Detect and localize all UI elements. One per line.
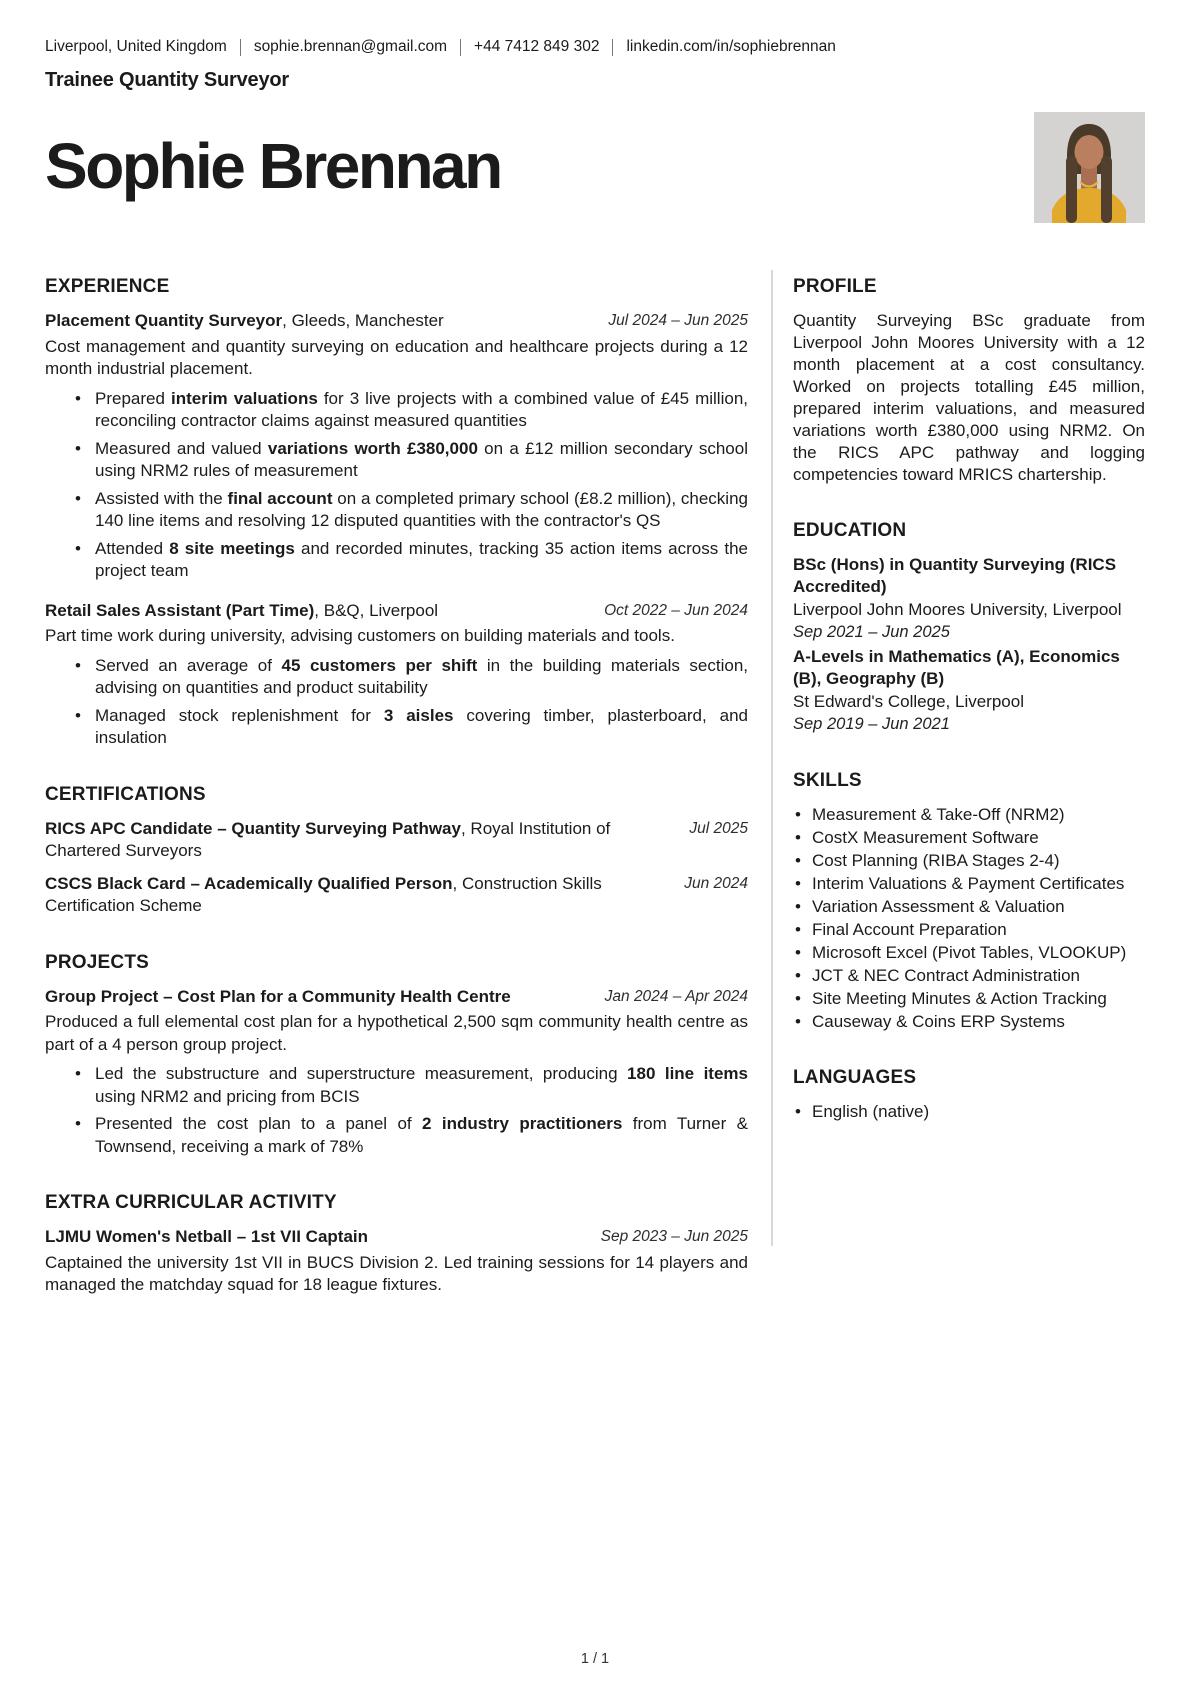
bullet-item <box>793 1101 1145 1123</box>
text-segment: using NRM2 and pricing from BCIS <box>95 1086 360 1106</box>
section-projects <box>45 952 748 1159</box>
right-column <box>793 276 1145 1301</box>
text-segment: Measured and valued <box>95 438 268 458</box>
text-segment: 3 aisles <box>383 705 454 725</box>
bullet-marker: • <box>795 805 801 824</box>
entry <box>45 986 748 1159</box>
section-heading: PROJECTS <box>45 951 150 973</box>
languages-list <box>793 1101 1145 1123</box>
entry <box>45 1226 748 1297</box>
entry-subtitle: , Construction Skills Certification Scheme <box>45 873 602 915</box>
bullet-item <box>793 804 1145 826</box>
entry-summary: Part time work during university, advising customers on building materials and tools. <box>45 626 675 645</box>
column-divider <box>771 270 773 1246</box>
bullet-item <box>45 1113 748 1158</box>
bullet-item <box>793 850 1145 872</box>
bullet-item <box>793 1011 1145 1033</box>
bullet-text: Site Meeting Minutes & Action Tracking <box>812 989 1107 1008</box>
entry-title-line <box>45 600 748 623</box>
entry-dates: Jun 2024 <box>684 874 748 892</box>
bullet-marker: • <box>75 438 81 458</box>
entry-title: A-Levels in Mathematics (A), Economics (B), Geography (B) <box>793 647 1120 688</box>
text-segment: final account <box>227 488 333 508</box>
text-segment: Prepared <box>95 388 171 408</box>
bullet-marker: • <box>795 943 801 962</box>
skills-list <box>793 804 1145 1033</box>
entry <box>793 554 1145 644</box>
bullet-text <box>95 488 748 533</box>
bullet-marker: • <box>795 851 801 870</box>
bullet-text: Measurement & Take-Off (NRM2) <box>812 805 1065 824</box>
section-certifications <box>45 784 748 918</box>
left-column <box>45 276 748 1301</box>
bullet-text <box>95 1063 748 1108</box>
bullet-text: Causeway & Coins ERP Systems <box>812 1012 1065 1031</box>
bullet-item <box>45 488 748 533</box>
section-heading: EDUCATION <box>793 520 907 541</box>
text-segment: in the building materials section, advising on quantities and product suitability <box>95 655 749 697</box>
entry-institution: Liverpool John Moores University, Liverpool <box>793 600 1122 619</box>
contact-bar <box>45 38 1145 56</box>
bullet-text: Final Account Preparation <box>812 920 1007 939</box>
bullet-item <box>793 827 1145 849</box>
bullet-marker: • <box>75 538 81 558</box>
text-segment: 2 industry practitioners <box>422 1114 623 1133</box>
bullet-item <box>793 988 1145 1010</box>
entry-title: BSc (Hons) in Quantity Surveying (RICS Accredited) <box>793 555 1117 596</box>
bullet-item <box>45 438 748 483</box>
bullet-item <box>793 919 1145 941</box>
text-segment: Managed stock replenishment for <box>95 705 384 725</box>
bullet-item <box>793 896 1145 918</box>
entry-subtitle: , Gleeds, Manchester <box>282 311 444 330</box>
bullet-marker: • <box>75 388 81 408</box>
entry-title: Placement Quantity Surveyor <box>45 311 283 330</box>
entry <box>45 310 748 583</box>
entry-title-line <box>45 310 748 333</box>
bullet-item <box>793 873 1145 895</box>
bullet-item <box>45 538 748 583</box>
text-segment: covering timber, plasterboard, and insulation <box>95 705 748 747</box>
section-profile <box>793 276 1145 486</box>
entry-title-line <box>793 554 1145 598</box>
entry-dates: Sep 2019 – Jun 2021 <box>793 715 950 733</box>
bullet-marker: • <box>795 966 801 985</box>
entry-dates: Sep 2023 – Jun 2025 <box>600 1228 748 1245</box>
entry <box>793 646 1145 736</box>
entry <box>45 818 748 863</box>
contact-separator <box>612 39 613 56</box>
entry-subtitle: , Royal Institution of Chartered Surveyors <box>45 818 611 860</box>
bullet-text <box>95 655 748 700</box>
bullet-marker: • <box>795 828 801 847</box>
section-extra-curricular-activity <box>45 1192 748 1297</box>
bullet-text <box>95 538 748 583</box>
bullet-text <box>95 438 748 483</box>
entry-title-line <box>45 986 748 1009</box>
bullet-text: Interim Valuations & Payment Certificates <box>812 874 1125 893</box>
entry-institution: St Edward's College, Liverpool <box>793 692 1024 711</box>
text-segment: 8 site meetings <box>169 538 295 558</box>
bullet-marker: • <box>795 874 801 893</box>
bullet-text: JCT & NEC Contract Administration <box>812 966 1080 985</box>
section-languages <box>793 1067 1145 1123</box>
entry <box>45 600 748 750</box>
section-heading: LANGUAGES <box>793 1067 917 1088</box>
contact-separator <box>240 39 241 56</box>
entry-dates: Oct 2022 – Jun 2024 <box>604 601 748 619</box>
section-heading: PROFILE <box>793 276 877 297</box>
bullet-item <box>793 965 1145 987</box>
text-segment: variations worth £380,000 <box>267 438 478 458</box>
bullet-item <box>45 655 748 700</box>
section-heading: SKILLS <box>793 770 862 791</box>
section-heading: CERTIFICATIONS <box>45 783 206 805</box>
bullet-text: Cost Planning (RIBA Stages 2-4) <box>812 851 1060 870</box>
contact-item: Liverpool, United Kingdom <box>45 38 227 55</box>
bullet-text <box>95 388 748 433</box>
profile-photo <box>1034 112 1145 223</box>
entry-bullets <box>45 388 748 583</box>
text-segment: and recorded minutes, tracking 35 action items across the project team <box>95 538 748 580</box>
bullet-item <box>45 388 748 433</box>
text-segment: for 3 live projects with a combined value of £45 million, reconciling contractor claims against measured quantities <box>95 388 748 430</box>
bullet-marker: • <box>75 705 81 725</box>
job-title: Trainee Quantity Surveyor <box>45 69 289 91</box>
bullet-text <box>95 1113 748 1158</box>
bullet-item <box>45 705 748 750</box>
entry-title: Group Project – Cost Plan for a Community Health Centre <box>45 986 511 1006</box>
entry-dates: Jan 2024 – Apr 2024 <box>604 987 748 1005</box>
bullet-marker: • <box>75 1114 81 1133</box>
person-name: Sophie Brennan <box>45 130 501 202</box>
bullet-text: Variation Assessment & Valuation <box>812 897 1065 916</box>
section-experience <box>45 276 748 750</box>
bullet-text <box>95 705 748 750</box>
entry-title-line <box>793 646 1145 690</box>
bullet-marker: • <box>795 1012 801 1031</box>
entry-title: CSCS Black Card – Academically Qualified Person <box>45 873 453 893</box>
bullet-marker: • <box>795 1102 801 1121</box>
text-segment: Attended <box>95 538 170 558</box>
entry-title-line <box>45 873 748 918</box>
entry-dates: Jul 2024 – Jun 2025 <box>608 312 748 329</box>
bullet-marker: • <box>795 897 801 916</box>
section-education <box>793 520 1145 736</box>
text-segment: on a £12 million secondary school using NRM2 rules of measurement <box>95 438 748 480</box>
text-segment: 45 customers per shift <box>281 655 478 675</box>
text-segment: from Turner & Townsend, receiving a mark of 78% <box>95 1114 749 1156</box>
entry-title: LJMU Women's Netball – 1st VII Captain <box>45 1227 369 1246</box>
entry-bullets <box>45 655 748 750</box>
section-heading: EXPERIENCE <box>45 276 170 297</box>
entry-title-line <box>45 818 748 863</box>
section-heading: EXTRA CURRICULAR ACTIVITY <box>45 1192 337 1213</box>
contact-separator <box>460 39 461 56</box>
text-segment: 180 line items <box>627 1064 748 1083</box>
columns <box>45 276 1145 1301</box>
section-paragraph: Quantity Surveying BSc graduate from Liverpool John Moores University with a 12 month placement at a cost consultancy. Worked on projects totalling £45 million, prepared interim valuations, and measured variations worth £380,000 using NRM2. On the RICS APC pathway and logging competencies toward MRICS chartership. <box>793 311 1145 484</box>
entry <box>45 873 748 918</box>
entry-title-line <box>45 1226 748 1249</box>
text-segment: on a completed primary school (£8.2 million), checking 140 line items and resolving 12 disputed quantities with the contractor's QS <box>95 488 748 530</box>
bullet-text: Microsoft Excel (Pivot Tables, VLOOKUP) <box>812 943 1127 962</box>
entry-subtitle: , B&Q, Liverpool <box>314 600 439 620</box>
contact-item: sophie.brennan@gmail.com <box>253 38 448 55</box>
text-segment: Assisted with the <box>95 488 228 508</box>
entry-summary: Captained the university 1st VII in BUCS Division 2. Led training sessions for 14 players and managed the matchday squad for 18 league fixtures. <box>45 1252 748 1294</box>
photo-illustration <box>1034 112 1145 223</box>
bullet-marker: • <box>75 1064 81 1083</box>
bullet-marker: • <box>795 920 801 939</box>
text-segment: Presented the cost plan to a panel of <box>95 1114 423 1133</box>
entry-title: Retail Sales Assistant (Part Time) <box>45 600 315 620</box>
entry-summary: Produced a full elemental cost plan for a hypothetical 2,500 sqm community health centre as part of a 4 person group project. <box>45 1012 748 1054</box>
bullet-marker: • <box>795 989 801 1008</box>
bullet-text: English (native) <box>812 1102 930 1121</box>
text-segment: Served an average of <box>95 655 282 675</box>
bullet-text: CostX Measurement Software <box>812 828 1039 847</box>
text-segment: interim valuations <box>170 388 318 408</box>
bullet-marker: • <box>75 655 81 675</box>
bullet-marker: • <box>75 488 81 508</box>
entry-dates: Sep 2021 – Jun 2025 <box>793 623 950 641</box>
bullet-item <box>45 1063 748 1108</box>
entry-summary: Cost management and quantity surveying on education and healthcare projects during a 12 month industrial placement. <box>45 336 748 378</box>
page-number: 1 / 1 <box>580 1651 610 1667</box>
entry-bullets <box>45 1063 748 1158</box>
text-segment: Led the substructure and superstructure measurement, producing <box>95 1064 628 1083</box>
contact-item: linkedin.com/in/sophiebrennan <box>626 38 836 55</box>
section-skills <box>793 770 1145 1033</box>
entry-title: RICS APC Candidate – Quantity Surveying Pathway <box>45 818 461 838</box>
contact-item: +44 7412 849 302 <box>474 38 600 55</box>
entry-dates: Jul 2025 <box>689 819 748 837</box>
bullet-item <box>793 942 1145 964</box>
